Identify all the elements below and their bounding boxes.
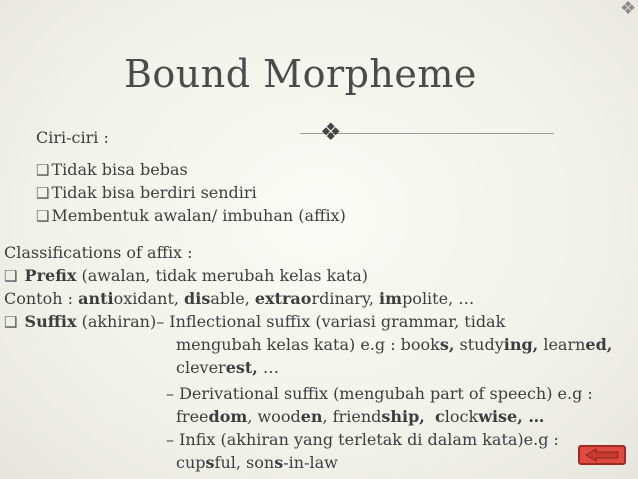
ciri-item bbox=[36, 206, 346, 225]
infix-text: ful, son bbox=[214, 453, 275, 472]
suffix-line-2 bbox=[176, 335, 612, 354]
ciri-item bbox=[36, 183, 257, 202]
contoh-part: polite, … bbox=[402, 289, 475, 308]
bullet-icon: ❑ bbox=[4, 267, 18, 285]
contoh-label: Contoh : bbox=[4, 289, 79, 308]
suffix-bold: ed, bbox=[585, 335, 613, 354]
ciri-item bbox=[36, 160, 188, 179]
suffix-label: Suffix bbox=[24, 312, 77, 331]
infix-bold: s bbox=[274, 453, 284, 472]
contoh-part: able, bbox=[210, 289, 255, 308]
deriv-text: free bbox=[176, 407, 209, 426]
deriv-text bbox=[425, 407, 435, 426]
contoh-part: dis bbox=[184, 289, 211, 308]
deriv-bold: wise, bbox=[478, 407, 523, 426]
deriv-bold: ship, bbox=[381, 407, 425, 426]
suffix-text: clever bbox=[176, 358, 226, 377]
bullet-icon: ❑ bbox=[4, 313, 18, 331]
deriv-bold: … bbox=[522, 407, 545, 426]
contoh-part: extrao bbox=[254, 289, 312, 308]
ciri-item-text: Membentuk awalan/ imbuhan (affix) bbox=[51, 206, 346, 225]
deriv-text: lock bbox=[444, 407, 479, 426]
prefix-line bbox=[4, 266, 368, 285]
suffix-desc: (akhiran)– Inflectional suffix (variasi grammar, tidak bbox=[76, 312, 506, 331]
prefix-label: Prefix bbox=[24, 266, 77, 285]
infix-bold: s bbox=[205, 453, 215, 472]
derivational-line-2 bbox=[176, 407, 544, 426]
deriv-bold: c bbox=[435, 407, 445, 426]
contoh-part: rdinary, bbox=[311, 289, 380, 308]
contoh-part: oxidant, bbox=[113, 289, 185, 308]
prefix-desc: (awalan, tidak merubah kelas kata) bbox=[76, 266, 369, 285]
bullet-icon: ❑ bbox=[36, 184, 50, 202]
deriv-bold: en bbox=[300, 407, 323, 426]
suffix-bold: ing, bbox=[503, 335, 539, 354]
arrow-left-icon bbox=[580, 447, 624, 463]
suffix-text: learn bbox=[538, 335, 586, 354]
suffix-line bbox=[4, 312, 505, 331]
ciri-item-text: Tidak bisa berdiri sendiri bbox=[51, 183, 257, 202]
infix-text: cup bbox=[176, 453, 206, 472]
deriv-bold: dom bbox=[208, 407, 248, 426]
suffix-bold: s, bbox=[439, 335, 455, 354]
derivational-line-1: – Derivational suffix (mengubah part of speech) e.g : bbox=[166, 384, 593, 403]
bullet-icon: ❑ bbox=[36, 207, 50, 225]
ciri-heading: Ciri-ciri : bbox=[36, 128, 109, 147]
contoh-part: anti bbox=[78, 289, 114, 308]
corner-bullet-icon: ❖ bbox=[620, 0, 637, 19]
infix-text: -in-law bbox=[283, 453, 338, 472]
deriv-text: , friend bbox=[322, 407, 382, 426]
classifications-heading: Classifications of affix : bbox=[4, 243, 193, 262]
contoh-part: im bbox=[379, 289, 403, 308]
suffix-text: mengubah kelas kata) e.g : book bbox=[176, 335, 440, 354]
suffix-line-3 bbox=[176, 358, 279, 377]
deriv-text: , wood bbox=[247, 407, 301, 426]
bullet-icon: ❑ bbox=[36, 161, 50, 179]
suffix-bold: est, bbox=[225, 358, 258, 377]
suffix-text: study bbox=[454, 335, 504, 354]
infix-line-2 bbox=[176, 453, 338, 472]
ciri-item-text: Tidak bisa bebas bbox=[51, 160, 188, 179]
divider-bullet-icon: ❖ bbox=[320, 118, 342, 146]
slide-title: Bound Morpheme bbox=[124, 52, 477, 96]
contoh-line bbox=[4, 289, 474, 308]
infix-line-1: – Infix (akhiran yang terletak di dalam kata)e.g : bbox=[166, 430, 559, 449]
back-button[interactable] bbox=[578, 445, 626, 465]
suffix-text: … bbox=[257, 358, 279, 377]
